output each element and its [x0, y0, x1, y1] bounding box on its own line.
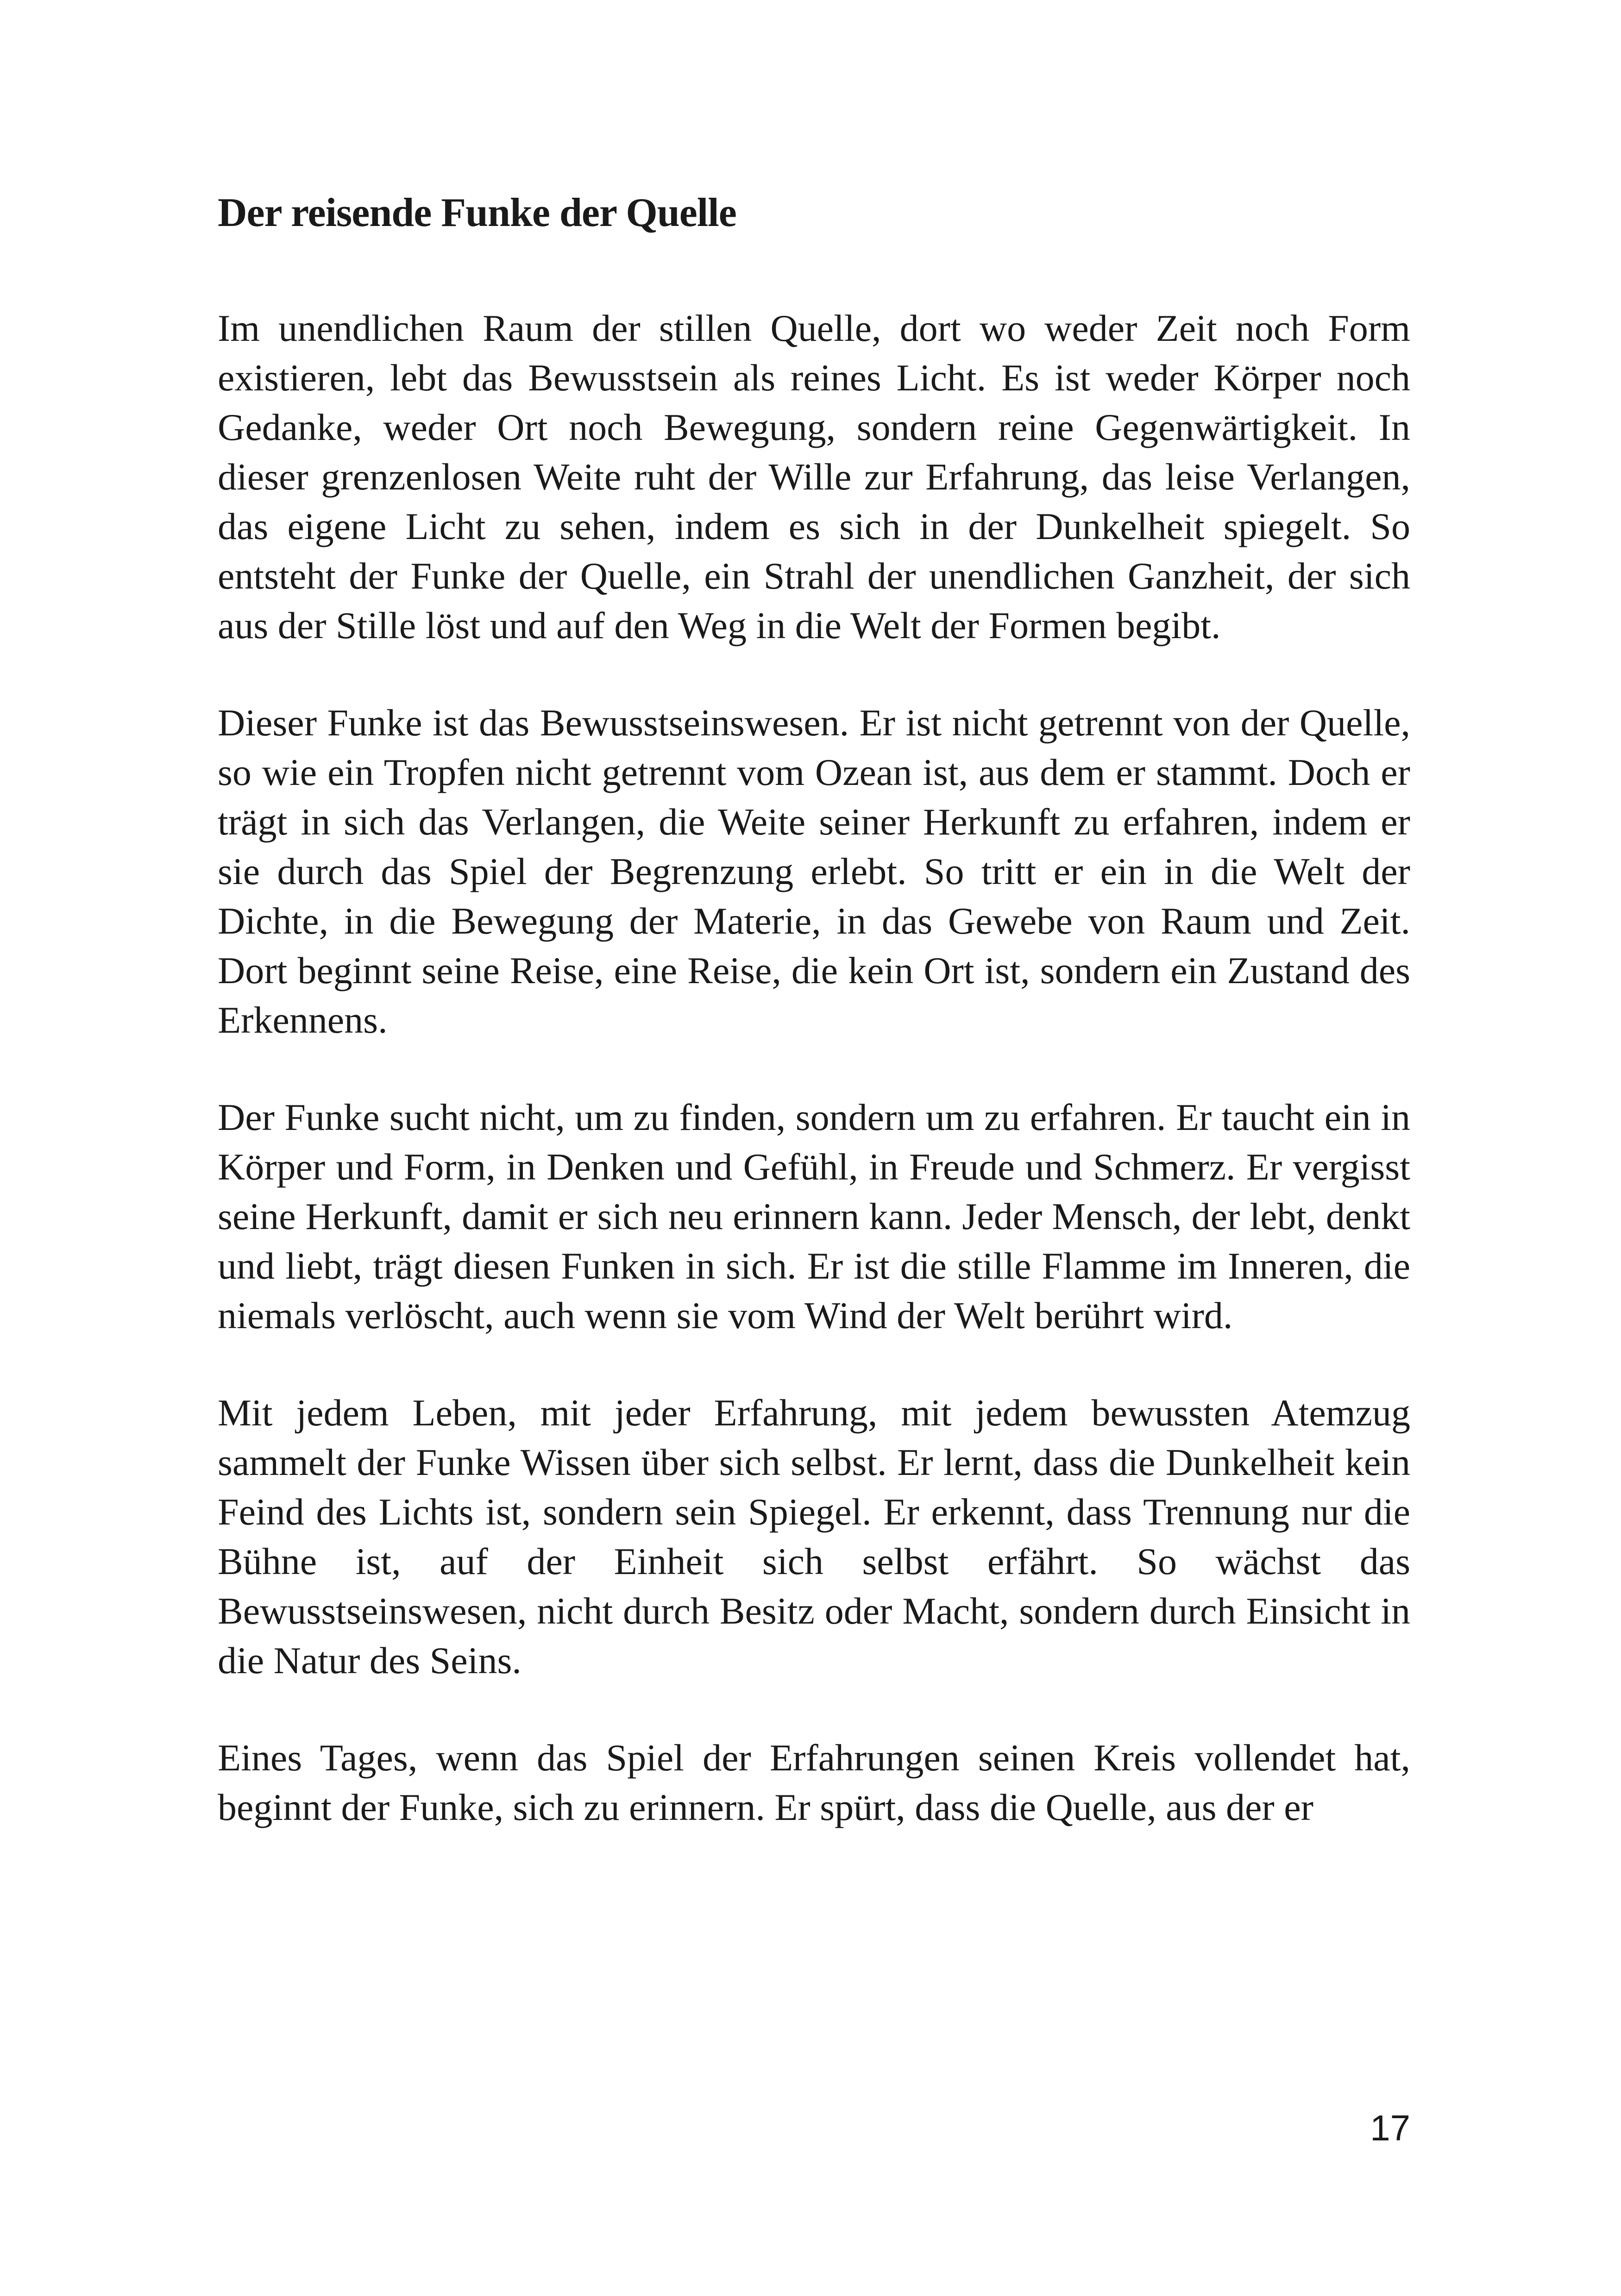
paragraph-3: Der Funke sucht nicht, um zu finden, sondern um zu erfahren. Er taucht ein in Körper und Form, in Denken und Gefühl, in Freude und Schmerz. Er vergisst seine Herkunft, damit er sich neu erinnern kann. Jeder Mensch, der lebt, denkt und liebt, trägt diesen Funken in sich. Er ist die stille Flamme im Inneren, die niemals verlöscht, auch wenn sie vom Wind der Welt berührt wird. [218, 1096, 1410, 1336]
paragraph-5: Eines Tages, wenn das Spiel der Erfahrungen seinen Kreis vollendet hat, beginnt der Funke, sich zu erinnern. Er spürt, dass die Quelle, aus der er [218, 1737, 1410, 1828]
paragraph-2: Dieser Funke ist das Bewusstseinswesen. Er ist nicht getrennt von der Quelle, so wie ein Tropfen nicht getrennt vom Ozean ist, aus dem er stammt. Doch er trägt in sich das Verlangen, die Weite seiner Herkunft zu erfahren, indem er sie durch das Spiel der Begrenzung erlebt. So tritt er ein in die Welt der Dichte, in die Bewegung der Materie, in das Gewebe von Raum und Zeit. Dort beginnt seine Reise, eine Reise, die kein Ort ist, sondern ein Zustand des Erkennens. [218, 702, 1410, 1041]
paragraph-1: Im unendlichen Raum der stillen Quelle, dort wo weder Zeit noch Form existieren, lebt das Bewusstsein als reines Licht. Es ist weder Körper noch Gedanke, weder Ort noch Bewegung, sondern reine Gegenwärtigkeit. In dieser grenzenlosen Weite ruht der Wille zur Erfahrung, das leise Verlangen, das eigene Licht zu sehen, indem es sich in der Dunkelheit spiegelt. So entsteht der Funke der Quelle, ein Strahl der unendlichen Ganzheit, der sich aus der Stille löst und auf den Weg in die Welt der Formen begibt. [218, 307, 1410, 646]
page-number: 17 [1370, 2108, 1410, 2148]
page-body [218, 183, 1410, 1832]
paragraph-4: Mit jedem Leben, mit jeder Erfahrung, mit jedem bewussten Atemzug sammelt der Funke Wissen über sich selbst. Er lernt, dass die Dunkelheit kein Feind des Lichts ist, sondern sein Spiegel. Er erkennt, dass Trennung nur die Bühne ist, auf der Einheit sich selbst erfährt. So wächst das Bewusstseinswesen, nicht durch Besitz oder Macht, sondern durch Einsicht in die Natur des Seins. [218, 1392, 1410, 1681]
chapter-title: Der reisende Funke der Quelle [218, 190, 736, 235]
